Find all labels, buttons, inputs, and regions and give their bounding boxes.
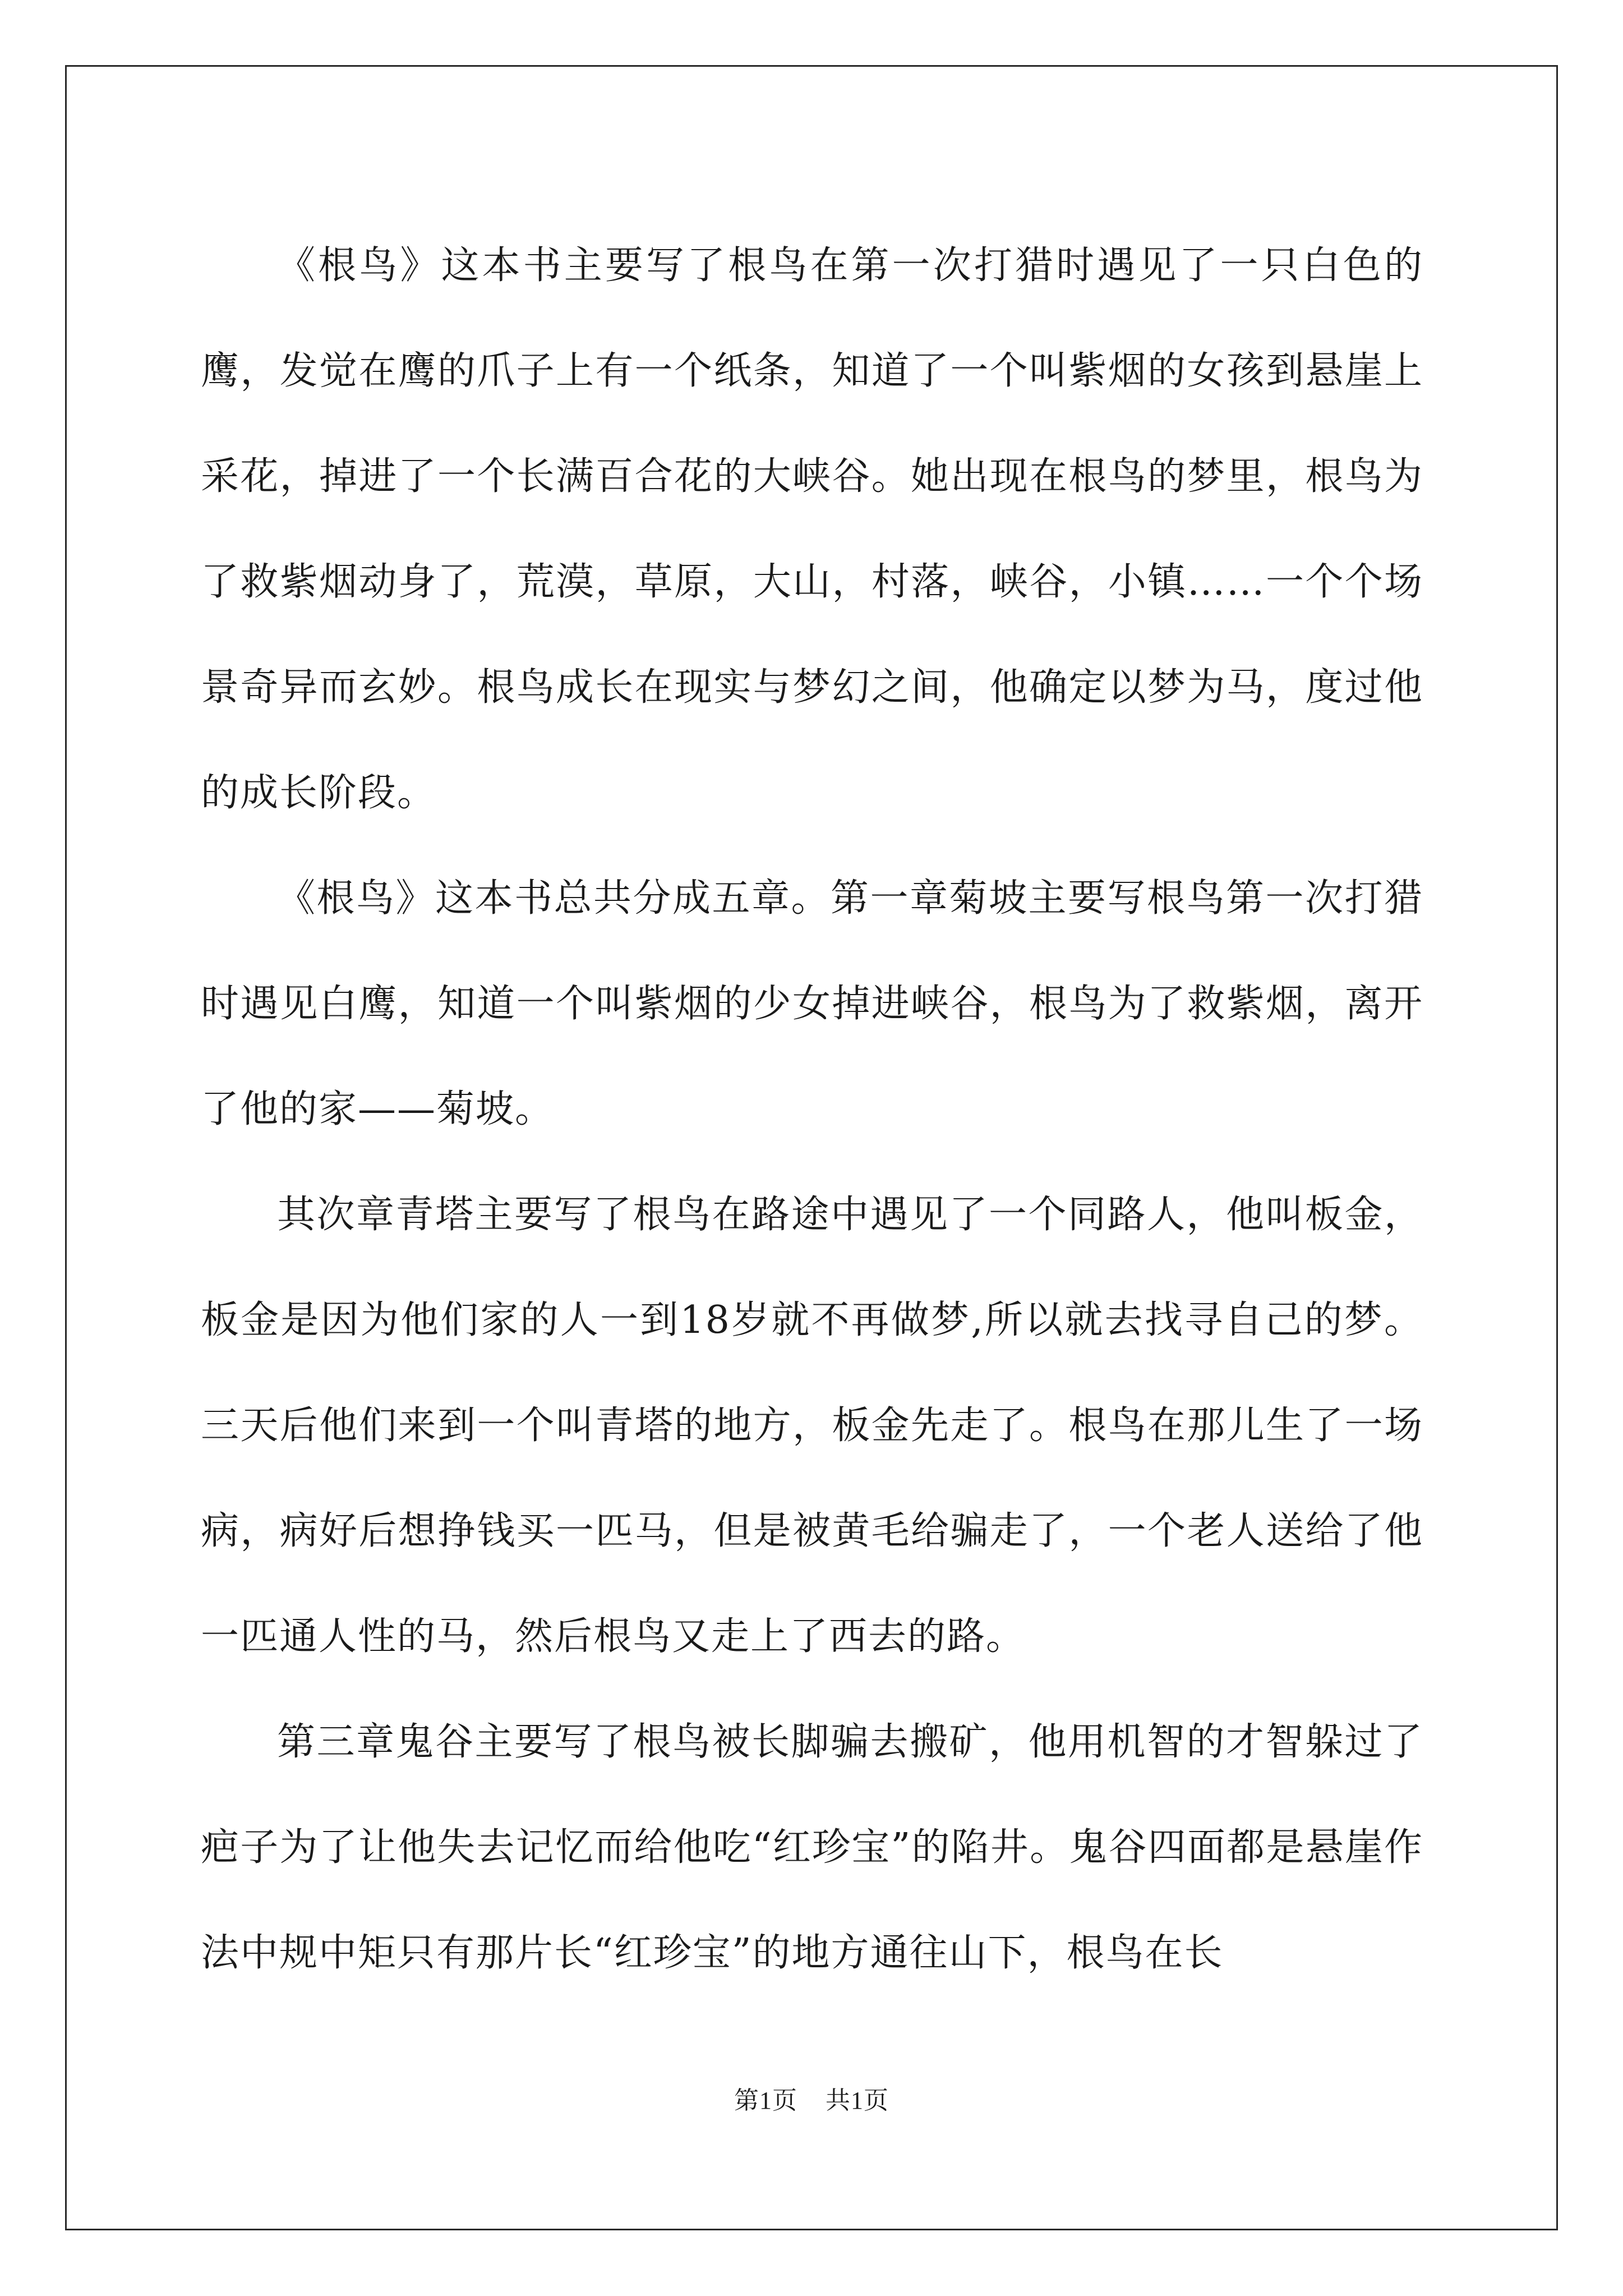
page-number: 第1页 xyxy=(734,2087,797,2114)
paragraph-1: 《根鸟》这本书主要写了根鸟在第一次打猎时遇见了一只白色的鹰，发觉在鹰的爪子上有一个纸条，知道了一个叫紫烟的女孩到悬崖上采花，掉进了一个长满百合花的大峡谷。她出现在根鸟的梦里，根鸟为了救紫烟动身了，荒漠，草原，大山，村落，峡谷，小镇……一个个场景奇异而玄妙。根鸟成长在现实与梦幻之间，他确定以梦为马，度过他的成长阶段。 xyxy=(201,243,1423,815)
paragraph-4: 第三章鬼谷主要写了根鸟被长脚骗去搬矿，他用机智的才智躲过了疤子为了让他失去记忆而给他吃“红珍宝”的陷井。鬼谷四面都是悬崖作法中规中矩只有那片长“红珍宝”的地方通往山下，根鸟在长 xyxy=(201,1720,1423,1975)
paragraph-3: 其次章青塔主要写了根鸟在路途中遇见了一个同路人，他叫板金，板金是因为他们家的人一到18岁就不再做梦,所以就去找寻自己的梦。三天后他们来到一个叫青塔的地方，板金先走了。根鸟在那儿生了一场病，病好后想挣钱买一匹马，但是被黄毛给骗走了，一个老人送给了他一匹通人性的马，然后根鸟又走上了西去的路。 xyxy=(201,1193,1423,1659)
paragraph-2: 《根鸟》这本书总共分成五章。第一章菊坡主要写根鸟第一次打猎时遇见白鹰，知道一个叫紫烟的少女掉进峡谷，根鸟为了救紫烟，离开了他的家——菊坡。 xyxy=(201,876,1423,1131)
document-body xyxy=(201,213,1423,2006)
page-total: 共1页 xyxy=(826,2087,889,2114)
page-footer xyxy=(0,2080,1623,2116)
